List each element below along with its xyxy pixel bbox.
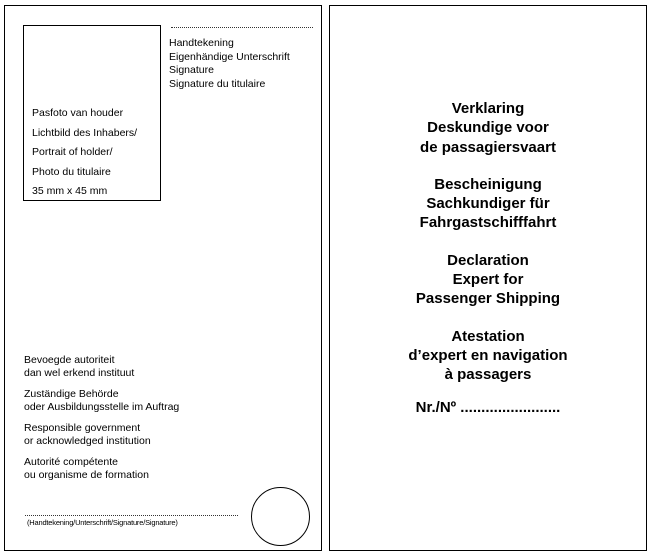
title-line: Deskundige voor: [427, 119, 549, 137]
signature-label: Handtekening: [169, 37, 234, 49]
title-line: Verklaring: [451, 100, 525, 117]
holder-signature-labels: [169, 37, 290, 91]
title-line: Declaration: [447, 251, 529, 269]
certificate-number-field[interactable]: Nr./Nº ........................: [415, 399, 561, 416]
title-group-fr: [330, 327, 646, 385]
official-seal-circle: [251, 487, 310, 546]
left-page: [4, 5, 322, 551]
authority-group-fr: [24, 456, 179, 481]
holder-signature-line[interactable]: [171, 27, 313, 28]
title-line: Bescheinigung: [434, 175, 542, 193]
authority-signature-caption: (Handtekening/Unterschrift/Signature/Signature): [27, 518, 178, 527]
title-group-de: [330, 175, 646, 233]
authority-line: Responsible government: [24, 422, 141, 434]
certificate-title: [330, 99, 646, 403]
title-line: Sachkundiger für: [426, 195, 550, 213]
title-line: à passagers: [444, 366, 532, 384]
authority-line: oder Ausbildungsstelle im Auftrag: [24, 400, 180, 413]
authority-group-de: [24, 388, 179, 413]
title-line: d’expert en navigation: [408, 346, 568, 364]
authority-line: Bevoegde autoriteit: [24, 354, 115, 366]
photo-dimensions: 35 mm x 45 mm: [32, 185, 108, 197]
photo-box[interactable]: [23, 25, 161, 201]
title-line: Fahrgastschifffahrt: [419, 214, 557, 232]
signature-label: Signature du titulaire: [169, 77, 266, 90]
title-line: Expert for: [452, 271, 524, 289]
authority-group-en: [24, 422, 179, 447]
authority-line: Autorité compétente: [24, 456, 118, 468]
title-line: de passagiersvaart: [420, 138, 556, 156]
title-line: Passenger Shipping: [415, 290, 561, 308]
photo-line: Photo du titulaire: [32, 165, 111, 178]
signature-label: Signature: [169, 64, 214, 76]
authority-line: dan wel erkend instituut: [24, 366, 135, 379]
photo-line: Portrait of holder/: [32, 146, 113, 158]
title-group-en: [330, 251, 646, 309]
authority-line: ou organisme de formation: [24, 468, 149, 481]
right-page: [329, 5, 647, 551]
authority-line: Zuständige Behörde: [24, 388, 119, 400]
signature-label: Eigenhändige Unterschrift: [169, 50, 290, 63]
issuing-authority: [24, 354, 179, 490]
authority-group-nl: [24, 354, 179, 379]
photo-line: Pasfoto van houder: [32, 107, 124, 119]
authority-signature-line[interactable]: [25, 515, 238, 516]
title-group-nl: [330, 99, 646, 157]
photo-line: Lichtbild des Inhabers/: [32, 126, 138, 139]
photo-instructions: [32, 104, 137, 202]
authority-line: or acknowledged institution: [24, 434, 151, 447]
title-line: Atestation: [451, 327, 525, 345]
